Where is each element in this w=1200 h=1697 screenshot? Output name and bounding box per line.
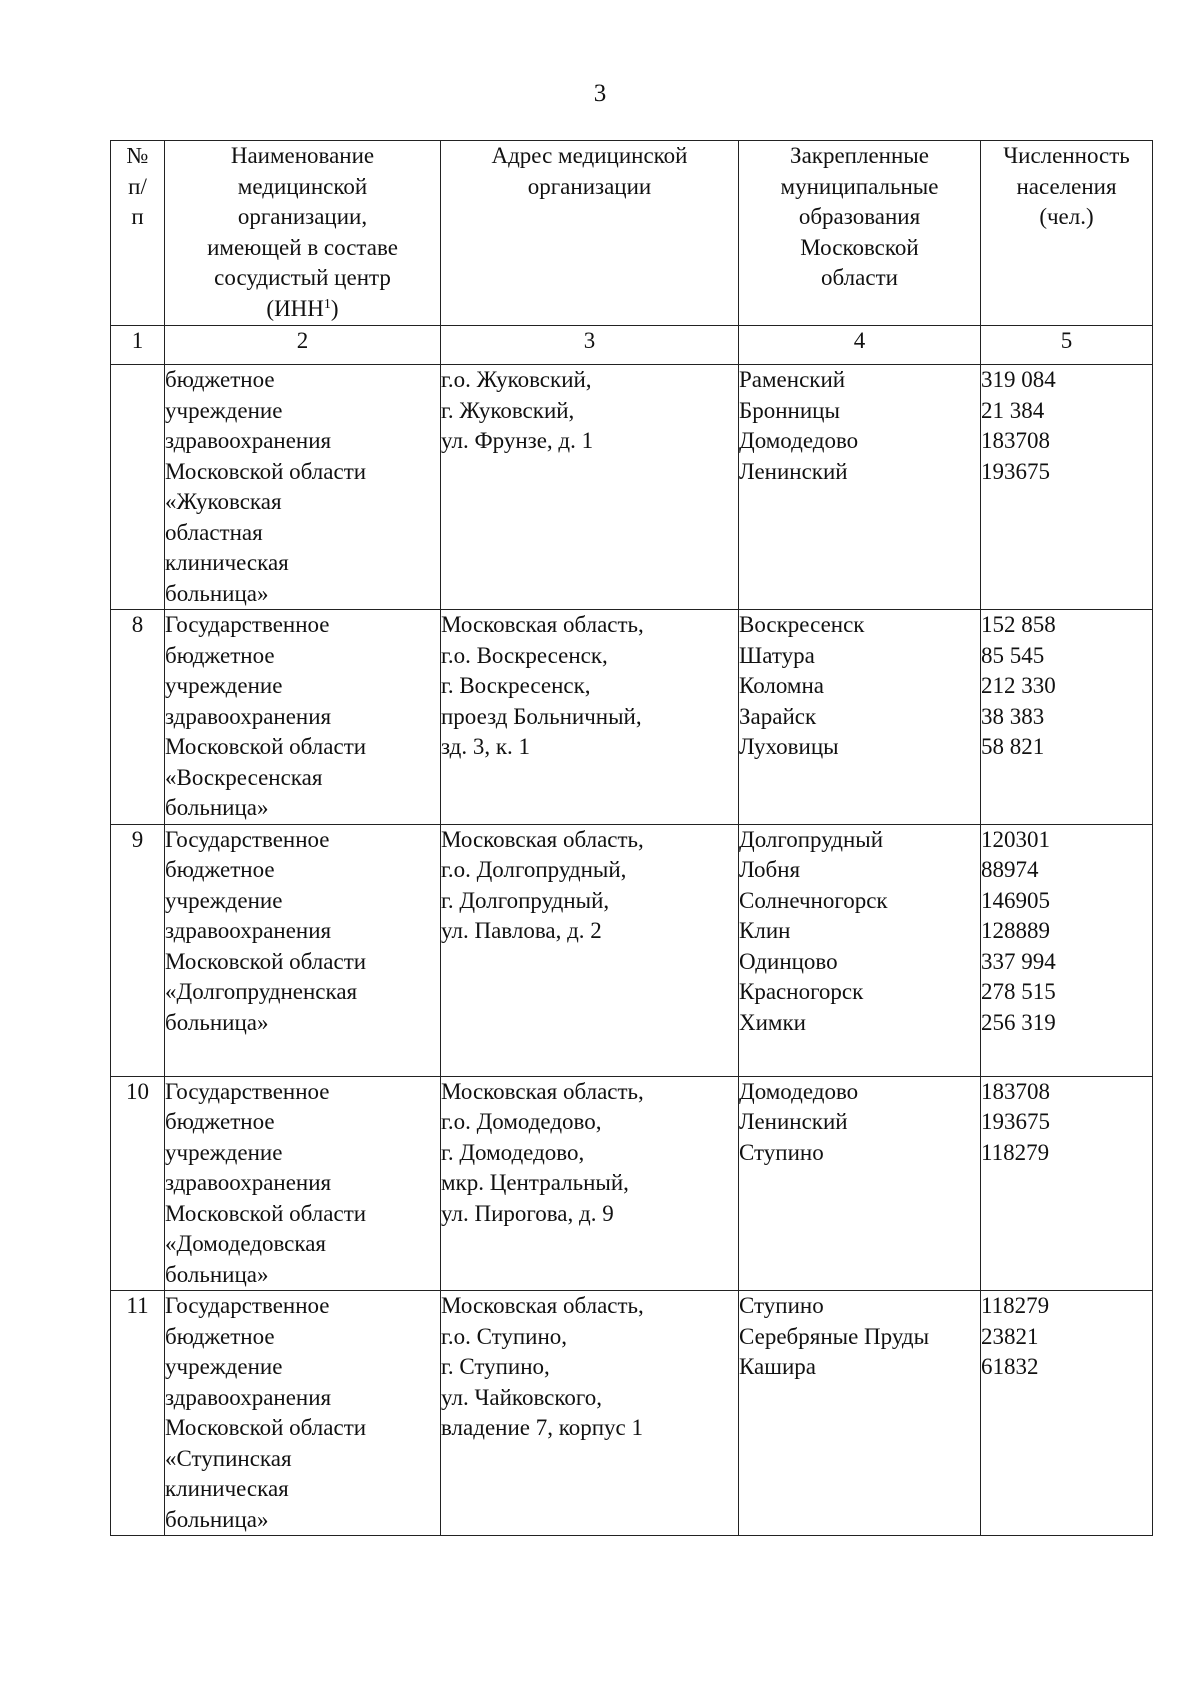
population-value: 61832 <box>981 1354 1039 1379</box>
population-value: 183708 <box>981 428 1050 453</box>
organization-name-line: здравоохранения <box>165 918 332 943</box>
municipality-name: Серебряные Пруды <box>739 1323 930 1349</box>
row-number: 11 <box>111 1291 165 1536</box>
table-header-row <box>111 141 1153 326</box>
organization-name-line: бюджетное <box>165 367 275 392</box>
organization-name-line: «Долгопрудненская <box>165 979 358 1004</box>
address-line: зд. 3, к. 1 <box>441 734 531 759</box>
address-line: Московская область, <box>441 612 644 637</box>
municipality-name: Долгопрудный <box>739 826 884 852</box>
organization-name-line: больница» <box>165 795 269 820</box>
row-number: 10 <box>111 1076 165 1291</box>
row-number: 8 <box>111 610 165 825</box>
population-cell <box>981 824 1153 1076</box>
organization-name-line: учреждение <box>165 1139 283 1165</box>
population-value: 152 858 <box>981 612 1056 637</box>
address-line: г. Ступино, <box>441 1354 550 1379</box>
organization-name-line: «Жуковская <box>165 489 282 514</box>
header-address: Адрес медицинской организации <box>441 141 739 326</box>
header-number: № п/ п <box>111 141 165 326</box>
address-line: г. Жуковский, <box>441 397 575 423</box>
column-index: 3 <box>441 326 739 365</box>
address-cell <box>441 365 739 610</box>
table-row <box>111 610 1153 825</box>
municipality-name: Ленинский <box>739 1109 848 1134</box>
address-cell <box>441 1291 739 1536</box>
municipalities-cell <box>739 1291 981 1536</box>
population-cell <box>981 1076 1153 1291</box>
row-number: 9 <box>111 824 165 1076</box>
municipality-name: Одинцово <box>739 948 838 974</box>
population-cell <box>981 1291 1153 1536</box>
organization-name-line: Государственное <box>165 1293 330 1318</box>
organization-name-line: здравоохранения <box>165 703 332 729</box>
organization-name-line: Государственное <box>165 826 330 852</box>
organization-name-cell <box>165 1076 441 1291</box>
organization-name-line: больница» <box>165 1261 269 1287</box>
organization-name-line: Государственное <box>165 1078 330 1104</box>
municipalities-cell <box>739 824 981 1076</box>
municipality-name: Шатура <box>739 642 815 668</box>
municipalities-cell <box>739 610 981 825</box>
population-value: 58 821 <box>981 734 1045 759</box>
organization-name-cell <box>165 824 441 1076</box>
organization-name-cell <box>165 610 441 825</box>
population-value: 256 319 <box>981 1009 1056 1035</box>
address-line: проезд Больничный, <box>441 703 642 729</box>
column-index: 2 <box>165 326 441 365</box>
address-line: г.о. Жуковский, <box>441 367 592 392</box>
table-row <box>111 1076 1153 1291</box>
address-line: мкр. Центральный, <box>441 1170 629 1195</box>
organization-name-line: бюджетное <box>165 642 275 668</box>
municipality-name: Бронницы <box>739 397 840 423</box>
municipality-name: Домодедово <box>739 428 859 453</box>
population-value: 85 545 <box>981 642 1045 668</box>
address-line: Московская область, <box>441 826 644 852</box>
population-value: 88974 <box>981 857 1039 882</box>
population-cell <box>981 610 1153 825</box>
column-index: 5 <box>981 326 1153 365</box>
organization-name-line: «Домодедовская <box>165 1231 326 1256</box>
municipality-name: Ленинский <box>739 458 848 484</box>
population-cell <box>981 365 1153 610</box>
population-value: 118279 <box>981 1293 1050 1318</box>
row-number <box>111 365 165 610</box>
organization-name-line: учреждение <box>165 1354 283 1379</box>
organization-name-line: «Ступинская <box>165 1445 292 1471</box>
population-value: 120301 <box>981 826 1050 852</box>
organization-name-line: клиническая <box>165 1476 289 1501</box>
population-value: 319 084 <box>981 367 1056 392</box>
organization-name-line: Московской области <box>165 1415 367 1440</box>
address-line: г. Воскресенск, <box>441 673 591 698</box>
municipalities-cell <box>739 1076 981 1291</box>
organization-name-line: бюджетное <box>165 1109 275 1134</box>
population-value: 128889 <box>981 918 1050 943</box>
population-value: 193675 <box>981 458 1050 484</box>
address-line: ул. Пирогова, д. 9 <box>441 1200 614 1226</box>
organization-name-line: Московской области <box>165 948 367 974</box>
organization-name-line: учреждение <box>165 397 283 423</box>
organization-name-line: учреждение <box>165 887 283 913</box>
population-value: 337 994 <box>981 948 1056 974</box>
municipality-name: Луховицы <box>739 734 839 759</box>
municipalities-cell <box>739 365 981 610</box>
municipality-name: Ступино <box>739 1293 824 1318</box>
population-value: 193675 <box>981 1109 1050 1134</box>
page-number: 3 <box>593 80 607 107</box>
organization-name-line: Московской области <box>165 1200 367 1226</box>
footnote-mark: 1 <box>323 296 331 312</box>
organization-name-line: Московской области <box>165 734 367 759</box>
organization-name-line: бюджетное <box>165 1323 275 1349</box>
organization-name-cell <box>165 365 441 610</box>
municipality-name: Коломна <box>739 673 825 698</box>
organization-name-line: «Воскресенская <box>165 764 323 790</box>
organization-name-line: бюджетное <box>165 857 275 882</box>
address-line: г. Долгопрудный, <box>441 887 610 913</box>
population-value: 146905 <box>981 887 1050 913</box>
hospitals-table <box>110 140 1153 1536</box>
column-index: 1 <box>111 326 165 365</box>
organization-name-line: учреждение <box>165 673 283 698</box>
organization-name-line: больница» <box>165 1506 269 1532</box>
municipality-name: Домодедово <box>739 1078 859 1104</box>
address-line: ул. Фрунзе, д. 1 <box>441 428 594 453</box>
address-line: г.о. Долгопрудный, <box>441 857 627 882</box>
municipality-name: Раменский <box>739 367 846 392</box>
column-index: 4 <box>739 326 981 365</box>
population-value: 183708 <box>981 1078 1050 1104</box>
population-value: 38 383 <box>981 703 1045 729</box>
organization-name-line: клиническая <box>165 550 289 575</box>
table-row <box>111 365 1153 610</box>
header-population: Численность населения (чел.) <box>981 141 1153 326</box>
address-cell <box>441 1076 739 1291</box>
column-index-row <box>111 326 1153 365</box>
population-value: 21 384 <box>981 397 1045 423</box>
organization-name-line: Московской области <box>165 458 367 484</box>
header-organization-name: Наименование медицинской организации, имеющей в составе сосудистый центр (ИНН$^1$) <box>165 141 441 326</box>
municipality-name: Зарайск <box>739 703 817 729</box>
address-line: г. Домодедово, <box>441 1139 585 1165</box>
address-cell <box>441 610 739 825</box>
organization-name-line: Государственное <box>165 612 330 637</box>
municipality-name: Химки <box>739 1009 806 1035</box>
municipality-name: Лобня <box>739 857 801 882</box>
header-municipalities: Закрепленные муниципальные образования Московской области <box>739 141 981 326</box>
population-value: 212 330 <box>981 673 1056 698</box>
municipality-name: Клин <box>739 918 791 943</box>
address-line: Московская область, <box>441 1293 644 1318</box>
address-line: владение 7, корпус 1 <box>441 1415 644 1440</box>
address-line: ул. Павлова, д. 2 <box>441 918 602 943</box>
municipality-name: Кашира <box>739 1354 816 1379</box>
municipality-name: Воскресенск <box>739 612 865 637</box>
population-value: 118279 <box>981 1139 1050 1165</box>
organization-name-line: здравоохранения <box>165 428 332 453</box>
address-line: г.о. Ступино, <box>441 1323 568 1349</box>
municipality-name: Ступино <box>739 1139 824 1165</box>
organization-name-line: здравоохранения <box>165 1170 332 1195</box>
address-line: ул. Чайковского, <box>441 1384 602 1410</box>
address-line: г.о. Воскресенск, <box>441 642 608 668</box>
organization-name-line: больница» <box>165 1009 269 1035</box>
organization-name-line: здравоохранения <box>165 1384 332 1410</box>
organization-name-line: больница» <box>165 580 269 606</box>
municipality-name: Красногорск <box>739 979 864 1004</box>
organization-name-line: областная <box>165 519 263 545</box>
population-value: 23821 <box>981 1323 1039 1349</box>
table-row <box>111 824 1153 1076</box>
table-row <box>111 1291 1153 1536</box>
organization-name-cell <box>165 1291 441 1536</box>
address-line: Московская область, <box>441 1078 644 1104</box>
address-cell <box>441 824 739 1076</box>
population-value: 278 515 <box>981 979 1056 1004</box>
address-line: г.о. Домодедово, <box>441 1109 602 1134</box>
municipality-name: Солнечногорск <box>739 887 888 913</box>
